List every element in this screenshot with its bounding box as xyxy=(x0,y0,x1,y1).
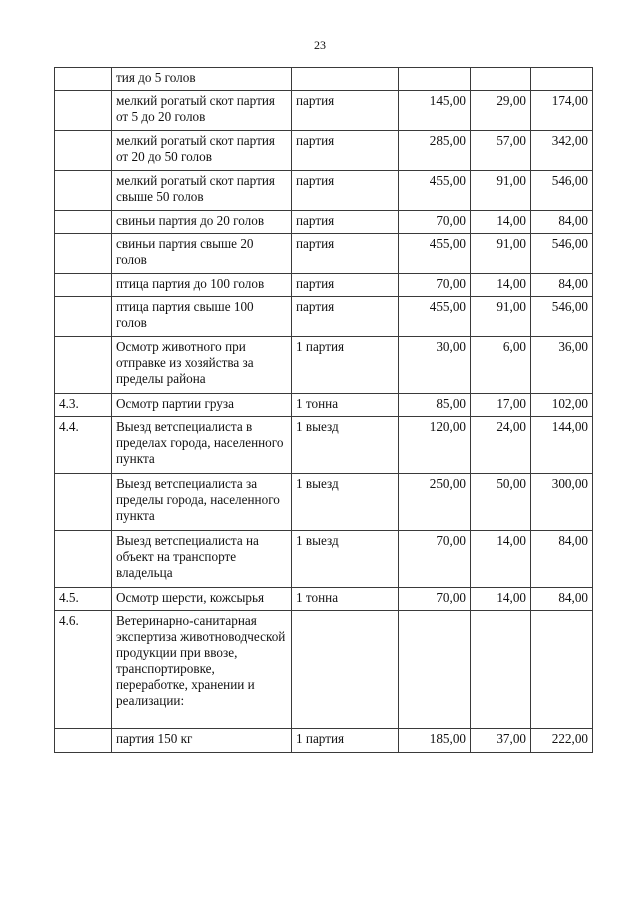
item-number-cell xyxy=(55,337,112,394)
service-name-cell: Выезд ветспециалиста за пределы города, населенного пункта xyxy=(112,474,292,531)
total-cell: 144,00 xyxy=(531,417,593,474)
total-cell: 84,00 xyxy=(531,211,593,234)
unit-cell: 1 тонна xyxy=(292,588,399,611)
price-cell: 185,00 xyxy=(399,729,471,753)
total-cell: 102,00 xyxy=(531,394,593,417)
table-row xyxy=(55,729,593,753)
vat-cell: 17,00 xyxy=(471,394,531,417)
page-number: 23 xyxy=(314,38,326,52)
total-cell xyxy=(531,68,593,91)
unit-cell xyxy=(292,611,399,729)
vat-cell: 14,00 xyxy=(471,274,531,297)
total-cell: 546,00 xyxy=(531,171,593,211)
service-name-cell: партия 150 кг xyxy=(112,729,292,753)
service-name-cell: птица партия до 100 голов xyxy=(112,274,292,297)
item-number-cell xyxy=(55,211,112,234)
price-cell: 285,00 xyxy=(399,131,471,171)
vat-cell: 14,00 xyxy=(471,211,531,234)
service-name-cell: свиньи партия до 20 голов xyxy=(112,211,292,234)
item-number-cell xyxy=(55,68,112,91)
table-row xyxy=(55,171,593,211)
vat-cell: 91,00 xyxy=(471,234,531,274)
unit-cell: 1 выезд xyxy=(292,474,399,531)
service-name-cell: Выезд ветспециалиста на объект на транспорте владельца xyxy=(112,531,292,588)
table-row xyxy=(55,588,593,611)
unit-cell: партия xyxy=(292,91,399,131)
unit-cell: партия xyxy=(292,171,399,211)
price-cell: 70,00 xyxy=(399,531,471,588)
total-cell: 84,00 xyxy=(531,531,593,588)
table-row xyxy=(55,211,593,234)
unit-cell: партия xyxy=(292,234,399,274)
vat-cell: 50,00 xyxy=(471,474,531,531)
service-name-cell: тия до 5 голов xyxy=(112,68,292,91)
item-number-cell xyxy=(55,297,112,337)
price-cell: 455,00 xyxy=(399,234,471,274)
total-cell: 84,00 xyxy=(531,274,593,297)
price-cell: 70,00 xyxy=(399,211,471,234)
service-name-cell: Осмотр шерсти, кожсырья xyxy=(112,588,292,611)
vat-cell: 91,00 xyxy=(471,297,531,337)
price-cell: 250,00 xyxy=(399,474,471,531)
item-number-cell xyxy=(55,234,112,274)
total-cell: 342,00 xyxy=(531,131,593,171)
unit-cell: 1 выезд xyxy=(292,531,399,588)
price-cell: 120,00 xyxy=(399,417,471,474)
table-row xyxy=(55,91,593,131)
total-cell: 174,00 xyxy=(531,91,593,131)
vat-cell: 24,00 xyxy=(471,417,531,474)
vat-cell: 14,00 xyxy=(471,588,531,611)
service-name-cell: мелкий рогатый скот партия свыше 50 голов xyxy=(112,171,292,211)
item-number-cell xyxy=(55,474,112,531)
price-cell: 455,00 xyxy=(399,171,471,211)
total-cell: 222,00 xyxy=(531,729,593,753)
service-name-cell: Выезд ветспециалиста в пределах города, населенного пункта xyxy=(112,417,292,474)
vat-cell: 6,00 xyxy=(471,337,531,394)
total-cell: 546,00 xyxy=(531,234,593,274)
total-cell: 84,00 xyxy=(531,588,593,611)
item-number-cell: 4.4. xyxy=(55,417,112,474)
item-number-cell: 4.6. xyxy=(55,611,112,729)
price-cell xyxy=(399,611,471,729)
item-number-cell xyxy=(55,531,112,588)
unit-cell: 1 тонна xyxy=(292,394,399,417)
table-row xyxy=(55,474,593,531)
item-number-cell xyxy=(55,274,112,297)
table-row xyxy=(55,417,593,474)
table-row xyxy=(55,68,593,91)
vat-cell xyxy=(471,68,531,91)
unit-cell: 1 партия xyxy=(292,337,399,394)
price-cell: 70,00 xyxy=(399,274,471,297)
vat-cell: 29,00 xyxy=(471,91,531,131)
vat-cell: 91,00 xyxy=(471,171,531,211)
table-row xyxy=(55,394,593,417)
item-number-cell xyxy=(55,91,112,131)
price-cell: 455,00 xyxy=(399,297,471,337)
item-number-cell xyxy=(55,729,112,753)
service-name-cell: Осмотр животного при отправке из хозяйства за пределы района xyxy=(112,337,292,394)
tariff-table xyxy=(54,67,593,753)
unit-cell: партия xyxy=(292,274,399,297)
unit-cell: 1 партия xyxy=(292,729,399,753)
vat-cell: 57,00 xyxy=(471,131,531,171)
vat-cell: 14,00 xyxy=(471,531,531,588)
table-row xyxy=(55,274,593,297)
price-cell: 85,00 xyxy=(399,394,471,417)
service-name-cell: мелкий рогатый скот партия от 20 до 50 голов xyxy=(112,131,292,171)
table-row xyxy=(55,297,593,337)
service-name-cell: Ветеринарно-санитарная экспертиза животноводческой продукции при ввозе, транспортировке, переработке, хранении и реализации: xyxy=(112,611,292,729)
total-cell: 36,00 xyxy=(531,337,593,394)
unit-cell xyxy=(292,68,399,91)
unit-cell: 1 выезд xyxy=(292,417,399,474)
price-cell xyxy=(399,68,471,91)
table-row xyxy=(55,234,593,274)
service-name-cell: Осмотр партии груза xyxy=(112,394,292,417)
service-name-cell: мелкий рогатый скот партия от 5 до 20 голов xyxy=(112,91,292,131)
item-number-cell xyxy=(55,171,112,211)
item-number-cell: 4.3. xyxy=(55,394,112,417)
unit-cell: партия xyxy=(292,211,399,234)
total-cell: 300,00 xyxy=(531,474,593,531)
unit-cell: партия xyxy=(292,131,399,171)
tariff-table-body xyxy=(55,68,593,753)
table-row xyxy=(55,131,593,171)
price-cell: 30,00 xyxy=(399,337,471,394)
service-name-cell: свиньи партия свыше 20 голов xyxy=(112,234,292,274)
vat-cell: 37,00 xyxy=(471,729,531,753)
total-cell xyxy=(531,611,593,729)
price-cell: 145,00 xyxy=(399,91,471,131)
table-row xyxy=(55,611,593,729)
service-name-cell: птица партия свыше 100 голов xyxy=(112,297,292,337)
table-row xyxy=(55,337,593,394)
unit-cell: партия xyxy=(292,297,399,337)
total-cell: 546,00 xyxy=(531,297,593,337)
item-number-cell: 4.5. xyxy=(55,588,112,611)
item-number-cell xyxy=(55,131,112,171)
price-cell: 70,00 xyxy=(399,588,471,611)
table-row xyxy=(55,531,593,588)
vat-cell xyxy=(471,611,531,729)
